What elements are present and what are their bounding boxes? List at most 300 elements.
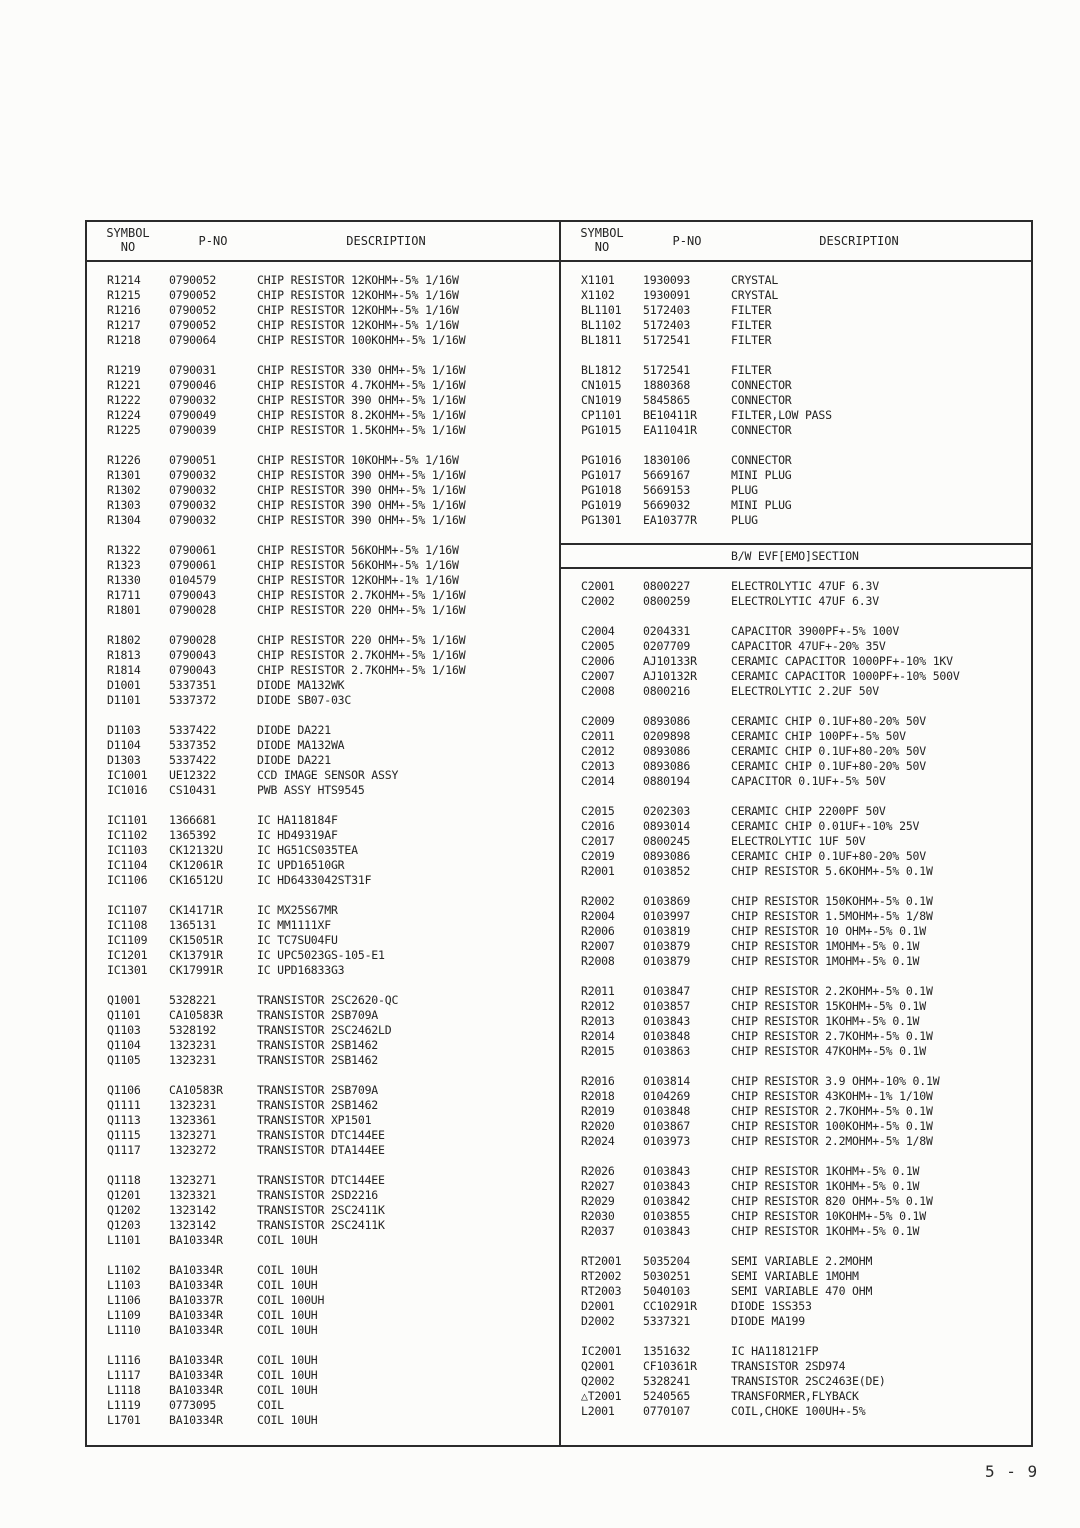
pno-cell: 0104579: [169, 573, 217, 587]
symbol-cell: R2027: [581, 1179, 615, 1193]
symbol-cell: L2001: [581, 1404, 615, 1418]
symbol-cell: C2019: [581, 849, 615, 863]
pno-cell: 5669167: [643, 468, 691, 482]
symbol-cell: BL1811: [581, 333, 622, 347]
desc-cell: ELECTROLYTIC 47UF 6.3V: [731, 579, 879, 593]
symbol-cell: L1117: [107, 1368, 141, 1382]
pno-cell: 1930091: [643, 288, 691, 302]
desc-cell: CHIP RESISTOR 100KOHM+-5% 1/16W: [257, 333, 466, 347]
symbol-cell: IC2001: [581, 1344, 622, 1358]
desc-cell: COIL,CHOKE 100UH+-5%: [731, 1404, 866, 1418]
table-row: [561, 924, 1031, 939]
symbol-cell: C2011: [581, 729, 615, 743]
table-row: [87, 1023, 559, 1038]
pno-cell: 0103843: [643, 1179, 691, 1193]
desc-cell: CHIP RESISTOR 2.2MOHM+-5% 1/8W: [731, 1134, 933, 1148]
desc-cell: CHIP RESISTOR 1KOHM+-5% 0.1W: [731, 1014, 920, 1028]
desc-cell: SEMI VARIABLE 1MOHM: [731, 1269, 859, 1283]
table-row: [561, 408, 1031, 423]
desc-cell: MINI PLUG: [731, 498, 792, 512]
pno-cell: 0103814: [643, 1074, 691, 1088]
symbol-cell: L1701: [107, 1413, 141, 1427]
table-row: [87, 1233, 559, 1248]
desc-cell: CONNECTOR: [731, 453, 792, 467]
table-row: [87, 1038, 559, 1053]
pno-cell: 0790052: [169, 318, 217, 332]
pno-cell: 0103848: [643, 1104, 691, 1118]
desc-cell: CHIP RESISTOR 8.2KOHM+-5% 1/16W: [257, 408, 466, 422]
symbol-cell: CN1015: [581, 378, 622, 392]
desc-cell: TRANSISTOR 2SB709A: [257, 1008, 379, 1022]
pno-cell: 0103863: [643, 1044, 691, 1058]
desc-cell: IC UPD16833G3: [257, 963, 345, 977]
row-group: [561, 453, 1031, 528]
desc-cell: CERAMIC CHIP 0.01UF+-10% 25V: [731, 819, 920, 833]
pno-cell: 1323271: [169, 1173, 217, 1187]
table-row: [87, 1308, 559, 1323]
symbol-cell: R1214: [107, 273, 141, 287]
table-column-left: [87, 262, 559, 1445]
table-row: [87, 558, 559, 573]
pno-cell: 0790032: [169, 393, 217, 407]
pno-cell: CK13791R: [169, 948, 223, 962]
desc-cell: TRANSISTOR 2SC2620-QC: [257, 993, 399, 1007]
desc-cell: ELECTROLYTIC 2.2UF 50V: [731, 684, 879, 698]
column-header-pno: P-NO: [672, 234, 702, 248]
pno-cell: 5337422: [169, 723, 217, 737]
desc-cell: CHIP RESISTOR 150KOHM+-5% 0.1W: [731, 894, 933, 908]
table-row: [561, 834, 1031, 849]
desc-cell: CHIP RESISTOR 1KOHM+-5% 0.1W: [731, 1179, 920, 1193]
pno-cell: 0104269: [643, 1089, 691, 1103]
desc-cell: CHIP RESISTOR 3.9 OHM+-10% 0.1W: [731, 1074, 940, 1088]
symbol-header-line1: SYMBOL: [580, 226, 624, 241]
row-group: [561, 894, 1031, 969]
desc-cell: CERAMIC CAPACITOR 1000PF+-10% 500V: [731, 669, 960, 683]
symbol-cell: C2007: [581, 669, 615, 683]
table-row: [87, 1008, 559, 1023]
pno-cell: 5040103: [643, 1284, 691, 1298]
table-row: [87, 813, 559, 828]
table-row: [87, 993, 559, 1008]
desc-cell: DIODE MA199: [731, 1314, 805, 1328]
row-group: [561, 1164, 1031, 1239]
symbol-cell: IC1001: [107, 768, 148, 782]
desc-cell: CHIP RESISTOR 330 OHM+-5% 1/16W: [257, 363, 466, 377]
symbol-cell: R1323: [107, 558, 141, 572]
row-group: [87, 1353, 559, 1428]
symbol-cell: R1801: [107, 603, 141, 617]
table-row: [561, 363, 1031, 378]
symbol-cell: R1304: [107, 513, 141, 527]
desc-cell: COIL 100UH: [257, 1293, 325, 1307]
table-column-right: [559, 262, 1031, 1445]
symbol-cell: Q1106: [107, 1083, 141, 1097]
pno-cell: BA10334R: [169, 1383, 223, 1397]
desc-cell: TRANSISTOR DTC144EE: [257, 1173, 385, 1187]
symbol-cell: C2006: [581, 654, 615, 668]
symbol-cell: R1814: [107, 663, 141, 677]
row-group: [561, 714, 1031, 789]
row-group: [87, 363, 559, 438]
table-row: [561, 954, 1031, 969]
row-group: [87, 993, 559, 1068]
symbol-cell: R2030: [581, 1209, 615, 1223]
symbol-cell: RT2002: [581, 1269, 622, 1283]
desc-cell: CHIP RESISTOR 820 OHM+-5% 0.1W: [731, 1194, 933, 1208]
desc-cell: COIL: [257, 1398, 284, 1412]
symbol-cell: C2014: [581, 774, 615, 788]
table-row: [87, 1203, 559, 1218]
table-row: [561, 729, 1031, 744]
table-row: [561, 513, 1031, 528]
desc-cell: CHIP RESISTOR 390 OHM+-5% 1/16W: [257, 483, 466, 497]
desc-cell: TRANSISTOR 2SC2411K: [257, 1203, 385, 1217]
table-row: [87, 1398, 559, 1413]
table-row: [87, 753, 559, 768]
symbol-cell: L1118: [107, 1383, 141, 1397]
row-group: [87, 273, 559, 348]
desc-cell: COIL 10UH: [257, 1368, 318, 1382]
table-row: [87, 423, 559, 438]
symbol-cell: Q1117: [107, 1143, 141, 1157]
table-row: [87, 723, 559, 738]
symbol-cell: R1222: [107, 393, 141, 407]
desc-cell: CHIP RESISTOR 1MOHM+-5% 0.1W: [731, 939, 920, 953]
table-row: [87, 363, 559, 378]
page-number: 5 - 9: [985, 1462, 1039, 1481]
pno-cell: 5030251: [643, 1269, 691, 1283]
pno-cell: CK14171R: [169, 903, 223, 917]
pno-cell: 5845865: [643, 393, 691, 407]
symbol-cell: R1301: [107, 468, 141, 482]
symbol-cell: R1217: [107, 318, 141, 332]
symbol-cell: X1101: [581, 273, 615, 287]
pno-cell: 0790064: [169, 333, 217, 347]
pno-cell: 1323231: [169, 1053, 217, 1067]
symbol-header-line2: NO: [120, 240, 136, 254]
desc-cell: CERAMIC CHIP 0.1UF+80-20% 50V: [731, 714, 926, 728]
desc-cell: CCD IMAGE SENSOR ASSY: [257, 768, 399, 782]
pno-cell: 5328221: [169, 993, 217, 1007]
desc-cell: CHIP RESISTOR 2.7KOHM+-5% 1/16W: [257, 648, 466, 662]
desc-cell: CHIP RESISTOR 390 OHM+-5% 1/16W: [257, 468, 466, 482]
symbol-cell: L1109: [107, 1308, 141, 1322]
desc-cell: IC HA118121FP: [731, 1344, 819, 1358]
pno-cell: 0800216: [643, 684, 691, 698]
pno-cell: 1323231: [169, 1038, 217, 1052]
table-row: [87, 498, 559, 513]
desc-cell: DIODE MA132WA: [257, 738, 345, 752]
symbol-cell: IC1101: [107, 813, 148, 827]
desc-cell: CHIP RESISTOR 12KOHM+-1% 1/16W: [257, 573, 459, 587]
table-row: [561, 483, 1031, 498]
table-row: [561, 909, 1031, 924]
table-row: [87, 1188, 559, 1203]
desc-cell: CHIP RESISTOR 390 OHM+-5% 1/16W: [257, 498, 466, 512]
symbol-cell: RT2003: [581, 1284, 622, 1298]
desc-cell: CHIP RESISTOR 390 OHM+-5% 1/16W: [257, 393, 466, 407]
pno-cell: 0103867: [643, 1119, 691, 1133]
table-row: [87, 453, 559, 468]
pno-cell: 0790046: [169, 378, 217, 392]
pno-cell: 0103857: [643, 999, 691, 1013]
table-row: [561, 1389, 1031, 1404]
symbol-cell: R2014: [581, 1029, 615, 1043]
pno-cell: 0790032: [169, 498, 217, 512]
desc-cell: CHIP RESISTOR 220 OHM+-5% 1/16W: [257, 633, 466, 647]
desc-cell: FILTER: [731, 363, 772, 377]
pno-cell: BA10334R: [169, 1368, 223, 1382]
pno-cell: 0103843: [643, 1224, 691, 1238]
table-row: [87, 333, 559, 348]
pno-cell: 0790043: [169, 648, 217, 662]
table-row: [87, 663, 559, 678]
pno-cell: 1323272: [169, 1143, 217, 1157]
table-row: [87, 1383, 559, 1398]
row-group: [561, 579, 1031, 609]
row-group: [561, 1344, 1031, 1419]
table-row: [561, 714, 1031, 729]
row-group: [561, 363, 1031, 438]
desc-cell: CHIP RESISTOR 2.7KOHM+-5% 0.1W: [731, 1104, 933, 1118]
symbol-cell: R2037: [581, 1224, 615, 1238]
row-group: [561, 1074, 1031, 1149]
desc-cell: DIODE 1SS353: [731, 1299, 812, 1313]
pno-cell: 0790061: [169, 543, 217, 557]
table-row: [561, 1074, 1031, 1089]
symbol-cell: R2016: [581, 1074, 615, 1088]
table-row: [87, 1083, 559, 1098]
table-row: [561, 288, 1031, 303]
row-group: [87, 453, 559, 528]
table-row: [87, 1323, 559, 1338]
table-row: [87, 1128, 559, 1143]
symbol-cell: IC1301: [107, 963, 148, 977]
pno-cell: 0800245: [643, 834, 691, 848]
symbol-cell: C2005: [581, 639, 615, 653]
table-row: [87, 543, 559, 558]
symbol-cell: C2001: [581, 579, 615, 593]
symbol-cell: Q1001: [107, 993, 141, 1007]
table-row: [87, 378, 559, 393]
desc-cell: IC HA118184F: [257, 813, 338, 827]
symbol-cell: BL1812: [581, 363, 622, 377]
symbol-cell: R2026: [581, 1164, 615, 1178]
desc-cell: DIODE SB07-03C: [257, 693, 352, 707]
pno-cell: 1323231: [169, 1098, 217, 1112]
pno-cell: 0790043: [169, 663, 217, 677]
row-group: [87, 1263, 559, 1338]
symbol-cell: R2019: [581, 1104, 615, 1118]
desc-cell: CHIP RESISTOR 1.5KOHM+-5% 1/16W: [257, 423, 466, 437]
symbol-cell: D1104: [107, 738, 141, 752]
table-row: [87, 738, 559, 753]
table-row: [87, 588, 559, 603]
pno-cell: 0103855: [643, 1209, 691, 1223]
table-row: [561, 1134, 1031, 1149]
table-row: [87, 828, 559, 843]
table-row: [87, 963, 559, 978]
pno-cell: 5669153: [643, 483, 691, 497]
symbol-cell: L1119: [107, 1398, 141, 1412]
row-group: [561, 804, 1031, 879]
desc-cell: CRYSTAL: [731, 273, 779, 287]
symbol-cell: PG1016: [581, 453, 622, 467]
symbol-cell: C2013: [581, 759, 615, 773]
table-row: [561, 1284, 1031, 1299]
symbol-cell: R1302: [107, 483, 141, 497]
pno-cell: 5337352: [169, 738, 217, 752]
symbol-cell: RT2001: [581, 1254, 622, 1268]
table-row: [561, 1344, 1031, 1359]
pno-cell: 1323361: [169, 1113, 217, 1127]
desc-cell: CHIP RESISTOR 10KOHM+-5% 1/16W: [257, 453, 459, 467]
symbol-cell: C2004: [581, 624, 615, 638]
desc-cell: TRANSISTOR 2SB1462: [257, 1053, 379, 1067]
table-row: [87, 408, 559, 423]
pno-cell: 0880194: [643, 774, 691, 788]
row-group: [561, 273, 1031, 348]
table-row: [87, 1413, 559, 1428]
pno-cell: 5337351: [169, 678, 217, 692]
symbol-cell: Q1113: [107, 1113, 141, 1127]
symbol-cell: R1219: [107, 363, 141, 377]
table-row: [561, 1089, 1031, 1104]
pno-cell: BA10334R: [169, 1278, 223, 1292]
table-row: [87, 1113, 559, 1128]
table-row: [561, 669, 1031, 684]
desc-cell: COIL 10UH: [257, 1353, 318, 1367]
symbol-cell: R1225: [107, 423, 141, 437]
symbol-cell: IC1108: [107, 918, 148, 932]
pno-cell: 0790049: [169, 408, 217, 422]
table-row: [561, 684, 1031, 699]
pno-cell: 1366681: [169, 813, 217, 827]
table-body: [87, 262, 1031, 1445]
row-group: [561, 624, 1031, 699]
table-row: [561, 1044, 1031, 1059]
symbol-cell: Q1202: [107, 1203, 141, 1217]
table-row: [87, 603, 559, 618]
column-header-symbol-no: [561, 227, 643, 255]
pno-cell: BA10334R: [169, 1263, 223, 1277]
desc-cell: IC HG51CS035TEA: [257, 843, 358, 857]
desc-cell: CERAMIC CHIP 0.1UF+80-20% 50V: [731, 759, 926, 773]
pno-cell: 5172403: [643, 318, 691, 332]
pno-cell: 0893086: [643, 714, 691, 728]
symbol-cell: C2009: [581, 714, 615, 728]
desc-cell: CHIP RESISTOR 56KOHM+-5% 1/16W: [257, 543, 459, 557]
desc-cell: CERAMIC CAPACITOR 1000PF+-10% 1KV: [731, 654, 953, 668]
table-row: [87, 693, 559, 708]
desc-cell: TRANSISTOR DTA144EE: [257, 1143, 385, 1157]
desc-cell: CHIP RESISTOR 12KOHM+-5% 1/16W: [257, 303, 459, 317]
desc-cell: COIL 10UH: [257, 1233, 318, 1247]
table-row: [561, 1404, 1031, 1419]
section-header: [561, 543, 1031, 569]
pno-cell: 0790061: [169, 558, 217, 572]
pno-cell: 1351632: [643, 1344, 691, 1358]
pno-cell: 0790028: [169, 633, 217, 647]
desc-cell: CHIP RESISTOR 100KOHM+-5% 0.1W: [731, 1119, 933, 1133]
desc-cell: CHIP RESISTOR 390 OHM+-5% 1/16W: [257, 513, 466, 527]
table-header: [87, 222, 1031, 262]
symbol-header-line2: NO: [594, 240, 610, 254]
table-row: [87, 393, 559, 408]
desc-cell: TRANSISTOR 2SC2463E(DE): [731, 1374, 886, 1388]
pno-cell: 0790043: [169, 588, 217, 602]
pno-cell: 0103879: [643, 939, 691, 953]
table-row: [561, 744, 1031, 759]
row-group: [87, 1173, 559, 1248]
symbol-cell: R1330: [107, 573, 141, 587]
pno-cell: 5337372: [169, 693, 217, 707]
pno-cell: 0103848: [643, 1029, 691, 1043]
desc-cell: IC MX25S67MR: [257, 903, 338, 917]
table-row: [561, 849, 1031, 864]
symbol-cell: D1303: [107, 753, 141, 767]
symbol-cell: Q2001: [581, 1359, 615, 1373]
symbol-cell: R1216: [107, 303, 141, 317]
symbol-cell: R2006: [581, 924, 615, 938]
table-row: [561, 1194, 1031, 1209]
desc-cell: CERAMIC CHIP 100PF+-5% 50V: [731, 729, 906, 743]
pno-cell: 0790032: [169, 468, 217, 482]
pno-cell: 0893086: [643, 849, 691, 863]
pno-cell: CK12061R: [169, 858, 223, 872]
desc-cell: SEMI VARIABLE 2.2MOHM: [731, 1254, 873, 1268]
table-row: [561, 624, 1031, 639]
symbol-cell: R1226: [107, 453, 141, 467]
row-group: [87, 543, 559, 618]
desc-cell: CONNECTOR: [731, 378, 792, 392]
symbol-cell: Q1103: [107, 1023, 141, 1037]
symbol-cell: PG1019: [581, 498, 622, 512]
pno-cell: 0790039: [169, 423, 217, 437]
desc-cell: TRANSISTOR 2SC2411K: [257, 1218, 385, 1232]
pno-cell: 0209898: [643, 729, 691, 743]
pno-cell: 5035204: [643, 1254, 691, 1268]
pno-cell: 0790032: [169, 513, 217, 527]
pno-cell: 1323142: [169, 1218, 217, 1232]
table-row: [87, 903, 559, 918]
symbol-cell: IC1107: [107, 903, 148, 917]
pno-cell: BA10334R: [169, 1413, 223, 1427]
symbol-cell: R1813: [107, 648, 141, 662]
pno-cell: 1323321: [169, 1188, 217, 1202]
symbol-cell: PG1301: [581, 513, 622, 527]
symbol-cell: R1802: [107, 633, 141, 647]
symbol-cell: R2015: [581, 1044, 615, 1058]
table-row: [561, 819, 1031, 834]
desc-cell: FILTER: [731, 333, 772, 347]
pno-cell: 0790052: [169, 288, 217, 302]
symbol-cell: R2029: [581, 1194, 615, 1208]
pno-cell: 0893014: [643, 819, 691, 833]
desc-cell: CHIP RESISTOR 10KOHM+-5% 0.1W: [731, 1209, 926, 1223]
symbol-cell: L1101: [107, 1233, 141, 1247]
symbol-cell: L1106: [107, 1293, 141, 1307]
desc-cell: CONNECTOR: [731, 423, 792, 437]
pno-cell: 0800227: [643, 579, 691, 593]
table-row: [561, 423, 1031, 438]
desc-cell: TRANSISTOR 2SC2462LD: [257, 1023, 392, 1037]
desc-cell: COIL 10UH: [257, 1383, 318, 1397]
desc-cell: CHIP RESISTOR 1KOHM+-5% 0.1W: [731, 1224, 920, 1238]
column-header-symbol-no: [87, 227, 169, 255]
pno-cell: CK16512U: [169, 873, 223, 887]
